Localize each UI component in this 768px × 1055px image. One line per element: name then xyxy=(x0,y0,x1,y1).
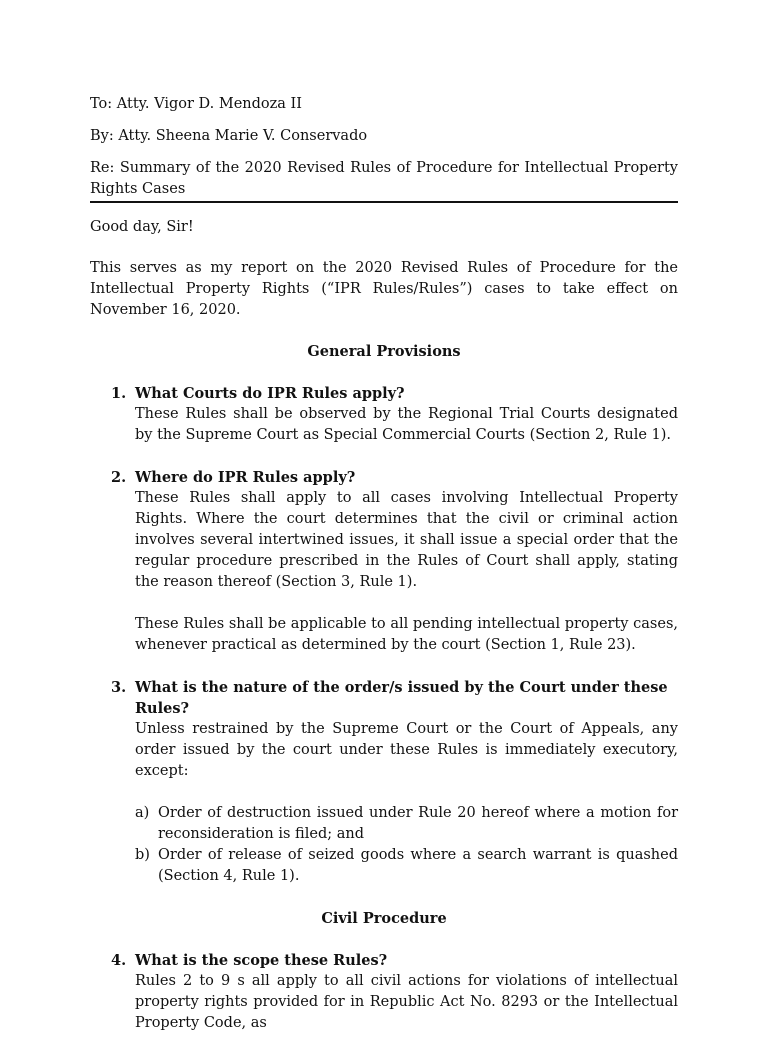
question-title: What is the nature of the order/s issued by the Court under these Rules? xyxy=(135,679,668,717)
memo-by: By: Atty. Sheena Marie V. Conservado xyxy=(90,128,368,144)
question-answer: These Rules shall apply to all cases involving Intellectual Property Rights. Where the court determines that the civil or criminal action involves several intertwined issues, it shall issue a special order that the regular procedure prescribed in the Rules of Court shall apply, stating the reason thereof (Section 3, Rule 1). xyxy=(135,490,678,590)
memo-to: To: Atty. Vigor D. Mendoza II xyxy=(90,96,302,112)
question-item xyxy=(90,950,678,1034)
exception-item xyxy=(135,803,678,845)
question-answer: These Rules shall be observed by the Regional Trial Courts designated by the Supreme Court as Special Commercial Courts (Section 2, Rule 1). xyxy=(135,406,678,443)
section-heading-civil-procedure: Civil Procedure xyxy=(321,910,447,927)
exception-letter: b) xyxy=(135,847,150,863)
question-item xyxy=(90,677,678,887)
intro-paragraph: This serves as my report on the 2020 Revised Rules of Procedure for the Intellectual Property Rights (“IPR Rules/Rules”) cases to take effect on November 16, 2020. xyxy=(90,260,678,318)
question-answer: Unless restrained by the Supreme Court or the Court of Appeals, any order issued by the court under these Rules is immediately executory, except: xyxy=(135,721,678,779)
exception-text: Order of destruction issued under Rule 20 hereof where a motion for reconsideration is filed; and xyxy=(158,805,678,842)
question-number: 1. xyxy=(111,385,127,402)
question-number: 4. xyxy=(111,952,127,969)
exception-text: Order of release of seized goods where a search warrant is quashed (Section 4, Rule 1). xyxy=(158,847,678,884)
section-heading-general-provisions: General Provisions xyxy=(307,343,461,360)
memo-subject: Re: Summary of the 2020 Revised Rules of Procedure for Intellectual Property Rights Cases xyxy=(90,160,678,197)
exception-item xyxy=(135,845,678,887)
question-item xyxy=(90,383,678,446)
question-title: What is the scope these Rules? xyxy=(135,952,388,969)
question-answer: These Rules shall be applicable to all pending intellectual property cases, whenever practical as determined by the court (Section 1, Rule 23). xyxy=(135,616,678,653)
header-divider xyxy=(90,201,678,203)
question-title: What Courts do IPR Rules apply? xyxy=(135,385,405,402)
question-answer: Rules 2 to 9 s all apply to all civil actions for violations of intellectual property rights provided for in Republic Act No. 8293 or the Intellectual Property Code, as xyxy=(135,973,678,1031)
exception-letter: a) xyxy=(135,805,150,821)
question-title: Where do IPR Rules apply? xyxy=(135,469,356,486)
memo-content xyxy=(90,94,678,1055)
exception-list xyxy=(135,803,678,887)
question-number: 3. xyxy=(111,679,127,696)
question-item xyxy=(90,467,678,656)
greeting: Good day, Sir! xyxy=(90,219,194,235)
question-number: 2. xyxy=(111,469,127,486)
